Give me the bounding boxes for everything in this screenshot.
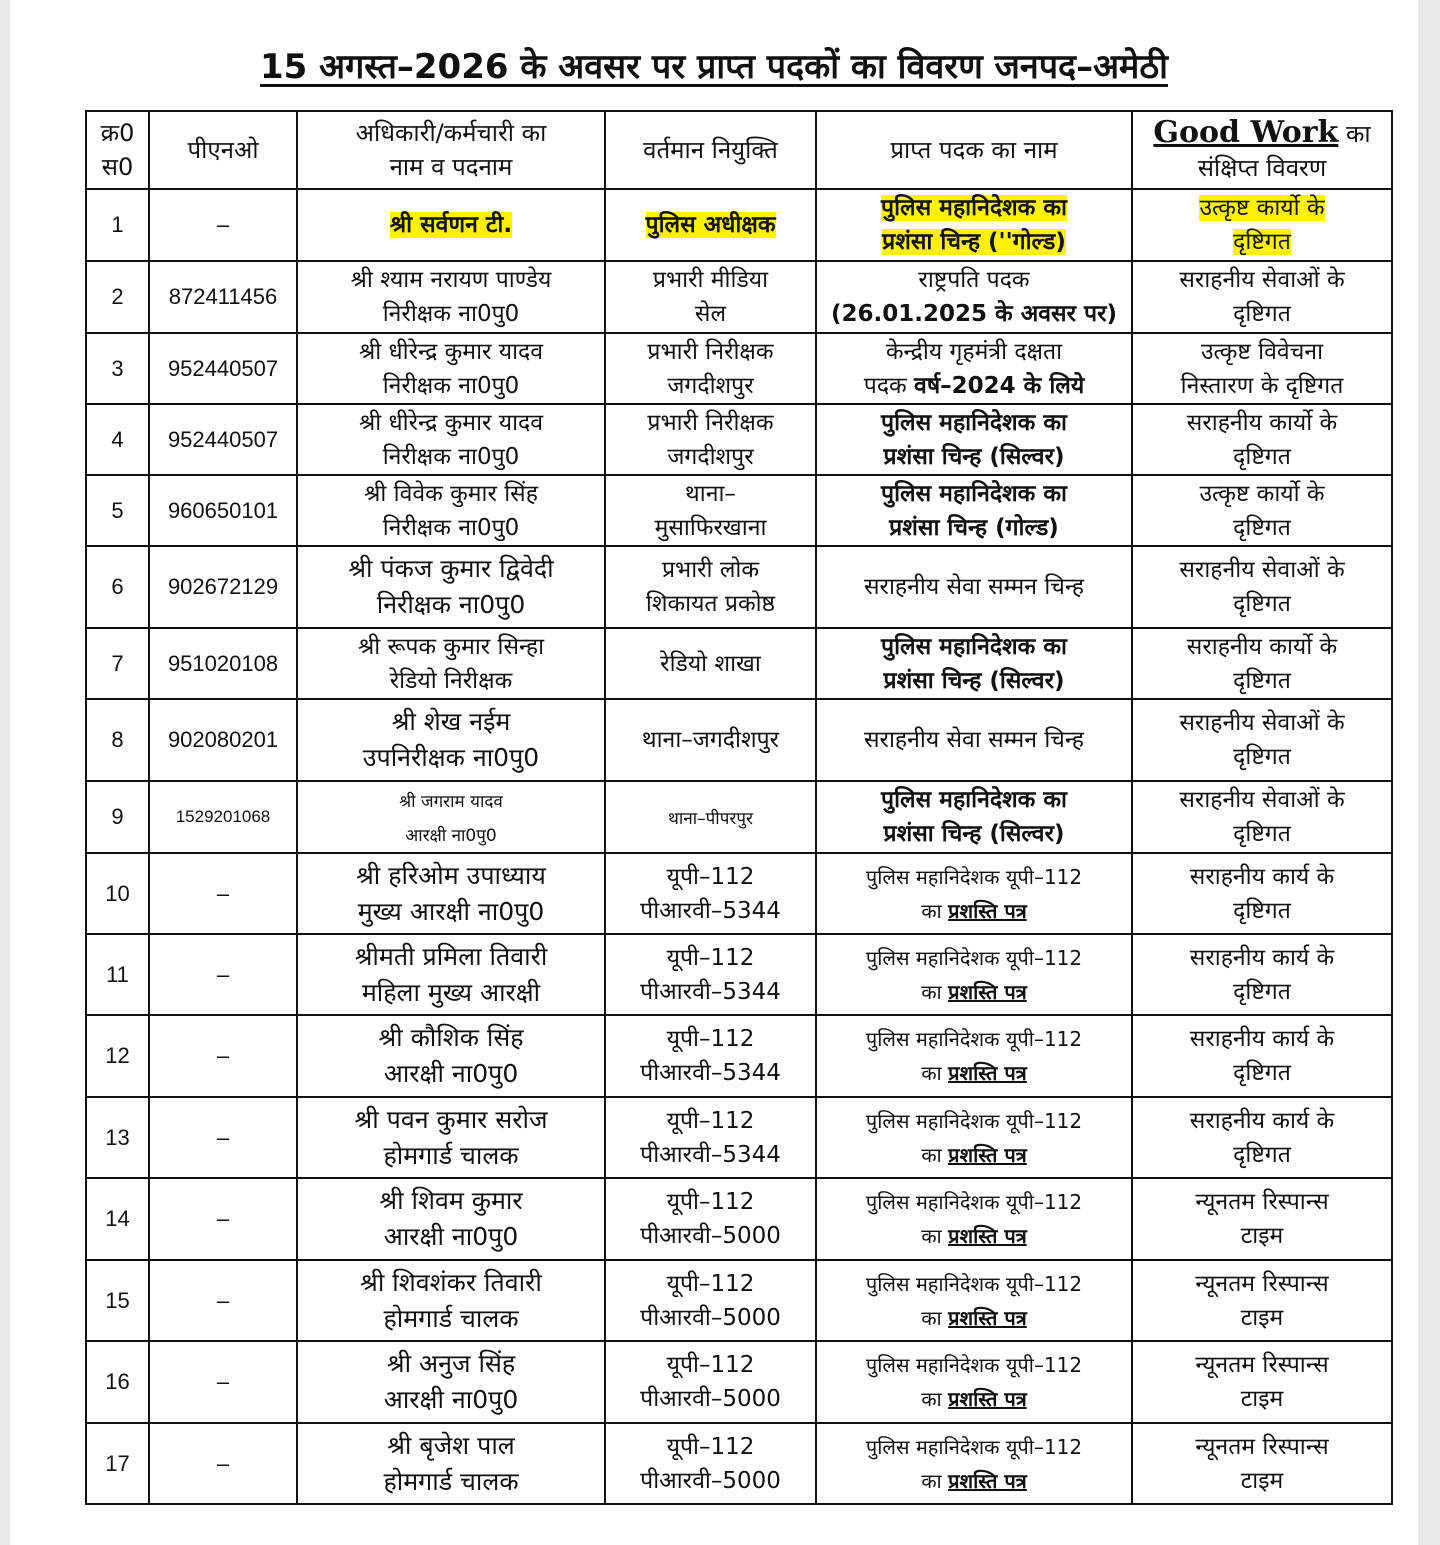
medal-cell: पुलिस महानिदेशक का प्रशंसा चिन्ह (सिल्वर): [816, 781, 1132, 853]
pno-cell: 960650101: [149, 475, 297, 546]
pno-cell: –: [149, 1260, 297, 1341]
good-work-cell: न्यूनतम रिस्पान्स टाइम: [1132, 1341, 1392, 1423]
pno-cell: 952440507: [149, 333, 297, 404]
good-work-cell: सराहनीय कार्य के दृष्टिगत: [1132, 853, 1392, 934]
header-current-posting: वर्तमान नियुक्ति: [605, 111, 816, 189]
serial-number-cell: 14: [86, 1178, 149, 1260]
name-designation-cell: श्री धीरेन्द्र कुमार यादव निरीक्षक ना0पु0: [297, 333, 605, 404]
medal-cell: पुलिस महानिदेशक यूपी–112 का प्रशस्ति पत्र: [816, 1423, 1132, 1504]
medal-cell: पुलिस महानिदेशक यूपी–112 का प्रशस्ति पत्र: [816, 1178, 1132, 1260]
good-work-cell: सराहनीय सेवाओं के दृष्टिगत: [1132, 261, 1392, 333]
table-row: [86, 781, 1392, 853]
table-row: [86, 1341, 1392, 1423]
name-designation-cell: श्री पवन कुमार सरोज होमगार्ड चालक: [297, 1097, 605, 1178]
name-designation-cell: श्री सर्वणन टी.: [297, 189, 605, 261]
posting-cell: प्रभारी निरीक्षक जगदीशपुर: [605, 404, 816, 475]
posting-cell: प्रभारी मीडिया सेल: [605, 261, 816, 333]
pno-cell: –: [149, 1178, 297, 1260]
posting-cell: थाना–पीपरपुर: [605, 781, 816, 853]
header-medal-name: प्राप्त पदक का नाम: [816, 111, 1132, 189]
medal-cell: पुलिस महानिदेशक का प्रशंसा चिन्ह (सिल्वर): [816, 628, 1132, 699]
medal-cell: पुलिस महानिदेशक यूपी–112 का प्रशस्ति पत्र: [816, 1260, 1132, 1341]
good-work-cell: सराहनीय कार्यो के दृष्टिगत: [1132, 628, 1392, 699]
good-work-cell: उत्कृष्ट कार्यो के दृष्टिगत: [1132, 189, 1392, 261]
serial-number-cell: 4: [86, 404, 149, 475]
table-row: [86, 628, 1392, 699]
serial-number-cell: 13: [86, 1097, 149, 1178]
posting-cell: थाना–जगदीशपुर: [605, 699, 816, 781]
serial-number-cell: 7: [86, 628, 149, 699]
pno-cell: 1529201068: [149, 781, 297, 853]
serial-number-cell: 1: [86, 189, 149, 261]
table-row: [86, 546, 1392, 628]
medal-cell: सराहनीय सेवा सम्मन चिन्ह: [816, 546, 1132, 628]
table-row: [86, 1423, 1392, 1504]
posting-cell: यूपी–112 पीआरवी–5000: [605, 1341, 816, 1423]
good-work-cell: सराहनीय सेवाओं के दृष्टिगत: [1132, 699, 1392, 781]
name-designation-cell: श्री विवेक कुमार सिंह निरीक्षक ना0पु0: [297, 475, 605, 546]
pno-cell: –: [149, 1341, 297, 1423]
posting-cell: यूपी–112 पीआरवी–5000: [605, 1260, 816, 1341]
table-row: [86, 1178, 1392, 1260]
medal-cell: पुलिस महानिदेशक का प्रशंसा चिन्ह (गोल्ड): [816, 475, 1132, 546]
pno-cell: –: [149, 189, 297, 261]
pno-cell: 952440507: [149, 404, 297, 475]
good-work-cell: उत्कृष्ट विवेचना निस्तारण के दृष्टिगत: [1132, 333, 1392, 404]
medals-table: [85, 110, 1393, 1505]
table-row: [86, 934, 1392, 1015]
page-title: 15 अगस्त–2026 के अवसर पर प्राप्त पदकों का विवरण जनपद–अमेठी: [260, 47, 1168, 87]
good-work-cell: न्यूनतम रिस्पान्स टाइम: [1132, 1423, 1392, 1504]
posting-cell: यूपी–112 पीआरवी–5344: [605, 853, 816, 934]
medal-cell: पुलिस महानिदेशक यूपी–112 का प्रशस्ति पत्र: [816, 1341, 1132, 1423]
posting-cell: पुलिस अधीक्षक: [605, 189, 816, 261]
name-designation-cell: श्रीमती प्रमिला तिवारी महिला मुख्य आरक्षी: [297, 934, 605, 1015]
serial-number-cell: 9: [86, 781, 149, 853]
serial-number-cell: 3: [86, 333, 149, 404]
name-designation-cell: श्री शिवशंकर तिवारी होमगार्ड चालक: [297, 1260, 605, 1341]
serial-number-cell: 15: [86, 1260, 149, 1341]
name-designation-cell: श्री हरिओम उपाध्याय मुख्य आरक्षी ना0पु0: [297, 853, 605, 934]
good-work-cell: सराहनीय कार्य के दृष्टिगत: [1132, 1097, 1392, 1178]
name-designation-cell: श्री पंकज कुमार द्विवेदी निरीक्षक ना0पु0: [297, 546, 605, 628]
good-work-cell: न्यूनतम रिस्पान्स टाइम: [1132, 1260, 1392, 1341]
serial-number-cell: 16: [86, 1341, 149, 1423]
name-designation-cell: श्री रूपक कुमार सिन्हा रेडियो निरीक्षक: [297, 628, 605, 699]
serial-number-cell: 6: [86, 546, 149, 628]
header-pno: पीएनओ: [149, 111, 297, 189]
serial-number-cell: 8: [86, 699, 149, 781]
good-work-cell: सराहनीय कार्यो के दृष्टिगत: [1132, 404, 1392, 475]
name-designation-cell: श्री श्याम नरायण पाण्डेय निरीक्षक ना0पु0: [297, 261, 605, 333]
name-designation-cell: श्री अनुज सिंह आरक्षी ना0पु0: [297, 1341, 605, 1423]
posting-cell: यूपी–112 पीआरवी–5344: [605, 1015, 816, 1097]
posting-cell: यूपी–112 पीआरवी–5344: [605, 1097, 816, 1178]
pno-cell: 951020108: [149, 628, 297, 699]
table-row: [86, 404, 1392, 475]
good-work-cell: न्यूनतम रिस्पान्स टाइम: [1132, 1178, 1392, 1260]
posting-cell: यूपी–112 पीआरवी–5000: [605, 1423, 816, 1504]
posting-cell: यूपी–112 पीआरवी–5000: [605, 1178, 816, 1260]
pno-cell: –: [149, 1015, 297, 1097]
name-designation-cell: श्री जगराम यादव आरक्षी ना0पु0: [297, 781, 605, 853]
name-designation-cell: श्री बृजेश पाल होमगार्ड चालक: [297, 1423, 605, 1504]
table-row: [86, 1015, 1392, 1097]
table-header-row: [86, 111, 1392, 189]
table-row: [86, 853, 1392, 934]
header-serial-number: क्र0 स0: [86, 111, 149, 189]
table-row: [86, 475, 1392, 546]
good-work-cell: सराहनीय कार्य के दृष्टिगत: [1132, 1015, 1392, 1097]
name-designation-cell: श्री शिवम कुमार आरक्षी ना0पु0: [297, 1178, 605, 1260]
serial-number-cell: 11: [86, 934, 149, 1015]
table-row: [86, 1260, 1392, 1341]
medal-cell: पुलिस महानिदेशक यूपी–112 का प्रशस्ति पत्र: [816, 1015, 1132, 1097]
pno-cell: 872411456: [149, 261, 297, 333]
pno-cell: –: [149, 934, 297, 1015]
pno-cell: 902080201: [149, 699, 297, 781]
good-work-cell: सराहनीय कार्य के दृष्टिगत: [1132, 934, 1392, 1015]
medal-cell: पुलिस महानिदेशक यूपी–112 का प्रशस्ति पत्र: [816, 1097, 1132, 1178]
medal-cell: पुलिस महानिदेशक यूपी–112 का प्रशस्ति पत्र: [816, 853, 1132, 934]
serial-number-cell: 12: [86, 1015, 149, 1097]
posting-cell: रेडियो शाखा: [605, 628, 816, 699]
medal-cell: केन्द्रीय गृहमंत्री दक्षता पदक वर्ष–2024 के लिये: [816, 333, 1132, 404]
medal-cell: सराहनीय सेवा सम्मन चिन्ह: [816, 699, 1132, 781]
pno-cell: –: [149, 1097, 297, 1178]
table-row: [86, 699, 1392, 781]
serial-number-cell: 17: [86, 1423, 149, 1504]
pno-cell: –: [149, 853, 297, 934]
name-designation-cell: श्री शेख नईम उपनिरीक्षक ना0पु0: [297, 699, 605, 781]
good-work-cell: सराहनीय सेवाओं के दृष्टिगत: [1132, 546, 1392, 628]
header-name-designation: अधिकारी/कर्मचारी का नाम व पदनाम: [297, 111, 605, 189]
table-row: [86, 261, 1392, 333]
table-row: [86, 189, 1392, 261]
pno-cell: 902672129: [149, 546, 297, 628]
good-work-cell: उत्कृष्ट कार्यो के दृष्टिगत: [1132, 475, 1392, 546]
pno-cell: –: [149, 1423, 297, 1504]
medal-cell: राष्ट्रपति पदक (26.01.2025 के अवसर पर): [816, 261, 1132, 333]
posting-cell: थाना– मुसाफिरखाना: [605, 475, 816, 546]
name-designation-cell: श्री कौशिक सिंह आरक्षी ना0पु0: [297, 1015, 605, 1097]
serial-number-cell: 5: [86, 475, 149, 546]
posting-cell: प्रभारी लोक शिकायत प्रकोष्ठ: [605, 546, 816, 628]
posting-cell: प्रभारी निरीक्षक जगदीशपुर: [605, 333, 816, 404]
table-row: [86, 333, 1392, 404]
medal-cell: पुलिस महानिदेशक यूपी–112 का प्रशस्ति पत्र: [816, 934, 1132, 1015]
serial-number-cell: 2: [86, 261, 149, 333]
document-page: [10, 0, 1418, 1545]
good-work-cell: सराहनीय सेवाओं के दृष्टिगत: [1132, 781, 1392, 853]
posting-cell: यूपी–112 पीआरवी–5344: [605, 934, 816, 1015]
serial-number-cell: 10: [86, 853, 149, 934]
medal-cell: पुलिस महानिदेशक का प्रशंसा चिन्ह (''गोल्ड): [816, 189, 1132, 261]
table-row: [86, 1097, 1392, 1178]
medal-cell: पुलिस महानिदेशक का प्रशंसा चिन्ह (सिल्वर): [816, 404, 1132, 475]
header-good-work: Good Work का संक्षिप्त विवरण: [1132, 111, 1392, 189]
name-designation-cell: श्री धीरेन्द्र कुमार यादव निरीक्षक ना0पु0: [297, 404, 605, 475]
